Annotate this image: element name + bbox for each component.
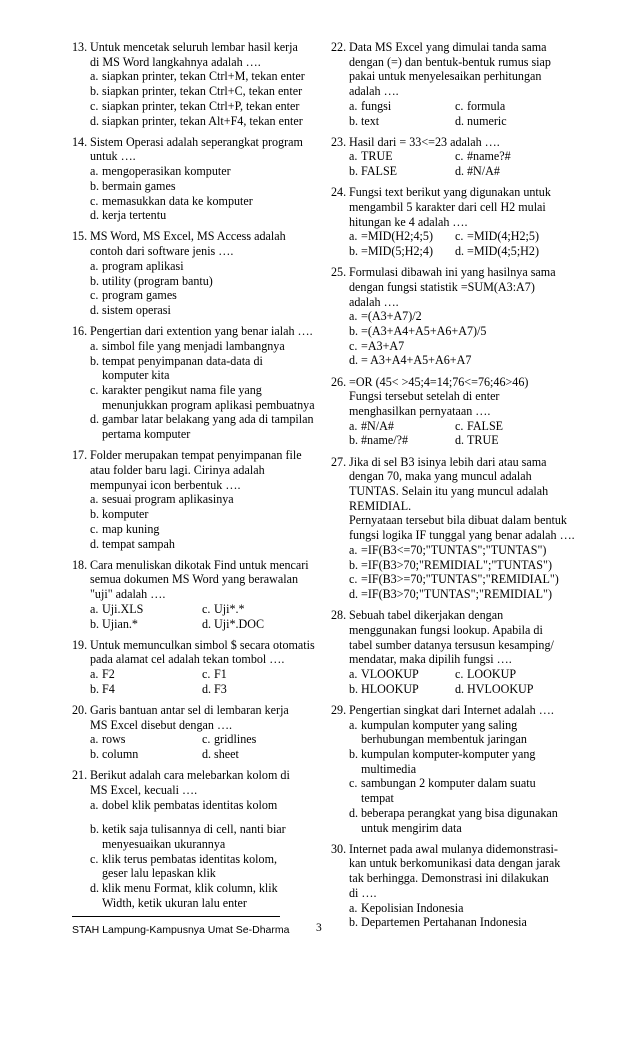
- answer-option-row: [72, 617, 327, 632]
- option-letter: d.: [90, 113, 100, 128]
- option-letter: b.: [349, 557, 359, 572]
- option-letter: c.: [202, 601, 211, 616]
- question-item: [331, 608, 597, 696]
- option-text: utility (program bantu): [102, 273, 213, 288]
- answer-option-row: [72, 667, 327, 682]
- answer-option-row: [331, 99, 597, 114]
- option-text: TRUE: [361, 149, 393, 164]
- option-text: text: [361, 113, 380, 128]
- option-letter: b.: [90, 84, 100, 99]
- question-text: Internet pada awal mulanya didemonstrasi- kan untuk berkomunikasi data dengan jarak tak berhingga. Demonstrasi ini dilakukan di ….: [349, 841, 561, 900]
- option-text: formula: [467, 98, 506, 113]
- answer-option: [72, 194, 327, 209]
- answer-option: [72, 522, 327, 537]
- option-letter: d.: [202, 681, 212, 696]
- option-text: =MID(4;5;H2): [467, 244, 539, 259]
- option-letter: a.: [349, 717, 358, 732]
- answer-option: [331, 572, 597, 587]
- option-letter: d.: [90, 536, 100, 551]
- question-number: 17.: [72, 448, 88, 463]
- question-stem: [72, 324, 327, 339]
- question-stem: [72, 135, 327, 164]
- option-letter: b.: [90, 178, 100, 193]
- option-letter: d.: [90, 412, 100, 427]
- option-text: FALSE: [361, 164, 398, 179]
- question-item: [72, 135, 327, 223]
- question-item: [72, 703, 327, 762]
- option-letter: a.: [349, 542, 358, 557]
- question-text: Pengertian dari extention yang benar ialah ….: [90, 324, 313, 339]
- option-text: karakter pengikut nama file yang menunjukkan program aplikasi pembuatnya: [102, 382, 315, 412]
- option-text: HVLOOKUP: [467, 681, 534, 696]
- option-text: #N/A#: [467, 164, 500, 179]
- question-stem: [72, 558, 327, 602]
- option-text: =IF(B3>70;"REMIDIAL";"TUNTAS"): [361, 557, 552, 572]
- option-letter: d.: [202, 747, 212, 762]
- option-text: kumpulan komputer-komputer yang multimedia: [361, 746, 536, 776]
- option-letter: a.: [349, 98, 358, 113]
- answer-option: [331, 776, 597, 805]
- option-text: =MID(4;H2;5): [467, 229, 539, 244]
- option-letter: a.: [349, 229, 358, 244]
- question-number: 30.: [331, 841, 347, 856]
- option-text: siapkan printer, tekan Ctrl+C, tekan enter: [102, 84, 303, 99]
- option-text: F3: [214, 681, 227, 696]
- answer-option: [331, 806, 597, 835]
- option-text: kerja tertentu: [102, 208, 167, 223]
- answer-option-row: [72, 747, 327, 762]
- option-letter: b.: [349, 113, 359, 128]
- option-text: =A3+A7: [361, 338, 405, 353]
- option-text: klik menu Format, klik column, klik Width, ketik ukuran lalu enter: [102, 881, 278, 910]
- question-item: [331, 455, 597, 602]
- answer-option-row: [331, 667, 597, 682]
- question-stem: [331, 40, 597, 99]
- option-text: program aplikasi: [102, 258, 184, 273]
- option-letter: d.: [349, 805, 359, 820]
- option-text: F2: [102, 667, 115, 682]
- option-letter: c.: [202, 667, 211, 682]
- option-text: F1: [214, 667, 227, 682]
- answer-option: [72, 339, 327, 354]
- option-letter: d.: [90, 881, 100, 896]
- answer-option: [72, 69, 327, 84]
- option-text: komputer: [102, 507, 149, 522]
- option-text: ketik saja tulisannya di cell, nanti biar menyesuaikan ukurannya: [102, 822, 286, 852]
- answer-option: [331, 543, 597, 558]
- option-text: sheet: [214, 747, 239, 762]
- option-text: numeric: [467, 113, 507, 128]
- option-text: column: [102, 747, 139, 762]
- question-stem: [72, 40, 327, 69]
- question-text: Untuk mencetak seluruh lembar hasil kerja di MS Word langkahnya adalah ….: [90, 40, 298, 69]
- question-item: [72, 638, 327, 697]
- option-letter: c.: [90, 98, 99, 113]
- option-text: siapkan printer, tekan Ctrl+P, tekan enter: [102, 98, 300, 113]
- option-text: =(A3+A7)/2: [361, 309, 422, 324]
- answer-option: [72, 288, 327, 303]
- option-text: tempat sampah: [102, 536, 175, 551]
- option-letter: d.: [455, 164, 465, 179]
- option-text: Uji*.DOC: [214, 616, 265, 631]
- option-text: =IF(B3>=70;"TUNTAS";"REMIDIAL"): [361, 572, 559, 587]
- option-text: kumpulan komputer yang saling berhubungan membentuk jaringan: [361, 717, 527, 747]
- option-letter: c.: [349, 572, 358, 587]
- question-number: 21.: [72, 768, 88, 783]
- question-text: Fungsi text berikut yang digunakan untuk mengambil 5 karakter dari cell H2 mulai hitungan ke 4 adalah ….: [349, 185, 551, 229]
- question-item: [331, 375, 597, 448]
- question-text: Pengertian singkat dari Internet adalah ….: [349, 702, 554, 717]
- question-item: [72, 448, 327, 551]
- question-text: MS Word, MS Excel, MS Access adalah contoh dari software jenis ….: [90, 229, 286, 259]
- option-letter: a.: [349, 149, 358, 164]
- question-number: 28.: [331, 608, 347, 623]
- option-letter: b.: [90, 507, 100, 522]
- option-text: bermain games: [102, 178, 176, 193]
- question-text: Cara menuliskan dikotak Find untuk mencari semua dokumen MS Word yang berawalan "uji" adalah ….: [90, 557, 309, 602]
- option-text: =(A3+A4+A5+A6+A7)/5: [361, 324, 487, 339]
- question-text: =OR (45< >45;4=14;76<=76;46>46) Fungsi tersebut setelah di enter menghasilkan pernyataan ….: [349, 374, 529, 419]
- question-stem: [331, 135, 597, 150]
- answer-option-row: [331, 149, 597, 164]
- question-number: 22.: [331, 40, 347, 54]
- question-number: 29.: [331, 702, 347, 717]
- answer-option: [72, 822, 327, 851]
- question-stem: [331, 185, 597, 229]
- question-text: Untuk memunculkan simbol $ secara otomatis pada alamat cel adalah tekan tombol ….: [90, 637, 315, 667]
- left-column: [72, 40, 327, 917]
- option-letter: a.: [90, 164, 99, 179]
- question-stem: [331, 455, 597, 543]
- option-text: #name?#: [467, 149, 511, 164]
- option-letter: c.: [455, 229, 464, 244]
- option-text: siapkan printer, tekan Ctrl+M, tekan enter: [102, 69, 305, 84]
- answer-option: [72, 881, 327, 910]
- option-text: Uji.XLS: [102, 601, 144, 616]
- option-text: = A3+A4+A5+A6+A7: [361, 353, 472, 368]
- question-number: 20.: [72, 702, 88, 717]
- option-letter: b.: [349, 915, 359, 930]
- answer-option-row: [72, 732, 327, 747]
- option-text: map kuning: [102, 521, 160, 536]
- footer-divider: [72, 916, 280, 917]
- question-item: [72, 768, 327, 910]
- option-letter: a.: [349, 667, 358, 681]
- option-letter: d.: [455, 681, 465, 696]
- question-number: 15.: [72, 229, 88, 244]
- option-letter: c.: [455, 149, 464, 164]
- answer-option: [72, 179, 327, 194]
- answer-option: [331, 587, 597, 602]
- question-item: [331, 185, 597, 258]
- option-letter: d.: [455, 113, 465, 128]
- option-text: TRUE: [467, 433, 499, 448]
- answer-option: [331, 353, 597, 368]
- page-number: 3: [316, 922, 322, 934]
- option-text: =MID(5;H2;4): [361, 244, 433, 259]
- answer-option: [72, 354, 327, 383]
- option-letter: b.: [90, 681, 100, 696]
- answer-option-row: [331, 682, 597, 697]
- answer-option: [72, 114, 327, 129]
- question-item: [331, 135, 597, 179]
- option-letter: a.: [90, 69, 99, 84]
- question-number: 13.: [72, 40, 88, 54]
- option-text: mengoperasikan komputer: [102, 164, 231, 179]
- question-stem: [331, 608, 597, 667]
- option-letter: d.: [349, 353, 359, 368]
- option-letter: b.: [349, 244, 359, 259]
- question-stem: [72, 768, 327, 797]
- option-text: #name/?#: [361, 433, 409, 448]
- question-stem: [331, 265, 597, 309]
- question-stem: [72, 638, 327, 667]
- answer-option-row: [331, 244, 597, 259]
- option-text: beberapa perangkat yang bisa digunakan untuk mengirim data: [361, 805, 558, 835]
- option-letter: d.: [455, 244, 465, 259]
- option-text: =IF(B3<=70;"TUNTAS";"TUNTAS"): [361, 542, 547, 557]
- question-text: Berikut adalah cara melebarkan kolom di MS Excel, kecuali ….: [90, 768, 290, 797]
- option-text: Kepolisian Indonesia: [361, 900, 464, 915]
- question-item: [72, 229, 327, 317]
- option-spacer: [72, 812, 327, 822]
- question-text: Formulasi dibawah ini yang hasilnya sama dengan fungsi statistik =SUM(A3:A7) adalah ….: [349, 265, 556, 309]
- option-text: rows: [102, 732, 126, 747]
- option-text: F4: [102, 681, 115, 696]
- question-text: Data MS Excel yang dimulai tanda sama dengan (=) dan bentuk-bentuk rumus siap pakai untuk menyelesaikan perhitungan adalah ….: [349, 40, 551, 99]
- question-item: [72, 40, 327, 128]
- question-item: [72, 558, 327, 631]
- option-letter: b.: [349, 164, 359, 179]
- option-letter: b.: [349, 433, 359, 448]
- question-stem: [331, 703, 597, 718]
- option-letter: c.: [90, 851, 99, 866]
- question-number: 19.: [72, 637, 88, 652]
- option-letter: a.: [90, 667, 99, 682]
- option-text: gridlines: [214, 732, 257, 747]
- option-text: sesuai program aplikasinya: [102, 492, 234, 507]
- option-letter: c.: [455, 667, 464, 681]
- option-text: Uji*.*: [214, 601, 245, 616]
- option-letter: a.: [90, 732, 99, 747]
- answer-option: [72, 507, 327, 522]
- answer-option: [331, 915, 597, 930]
- question-text: Hasil dari = 33<=23 adalah ….: [349, 134, 500, 149]
- option-text: gambar latar belakang yang ada di tampilan pertama komputer: [102, 412, 314, 442]
- answer-option: [331, 309, 597, 324]
- answer-option: [72, 259, 327, 274]
- option-letter: b.: [90, 822, 100, 837]
- option-text: LOOKUP: [467, 667, 517, 681]
- option-letter: a.: [349, 309, 358, 324]
- question-item: [72, 324, 327, 442]
- question-number: 14.: [72, 134, 88, 149]
- option-text: FALSE: [467, 418, 504, 433]
- option-letter: c.: [455, 98, 464, 113]
- option-text: Departemen Pertahanan Indonesia: [361, 915, 527, 930]
- option-letter: c.: [202, 732, 211, 747]
- option-letter: b.: [349, 746, 359, 761]
- option-text: HLOOKUP: [361, 681, 419, 696]
- option-text: sambungan 2 komputer dalam suatu tempat: [361, 776, 536, 806]
- option-text: tempat penyimpanan data-data di komputer kita: [102, 353, 263, 383]
- option-letter: a.: [90, 797, 99, 812]
- answer-option: [72, 412, 327, 441]
- question-item: [331, 265, 597, 368]
- option-text: fungsi: [361, 98, 392, 113]
- option-letter: c.: [90, 193, 99, 208]
- answer-option: [331, 339, 597, 354]
- option-text: =MID(H2;4;5): [361, 229, 433, 244]
- answer-option-row: [331, 164, 597, 179]
- footer-text: STAH Lampung-Kampusnya Umat Se-Dharma: [72, 924, 290, 936]
- option-letter: a.: [349, 900, 358, 915]
- answer-option: [331, 718, 597, 747]
- answer-option-row: [72, 602, 327, 617]
- answer-option-row: [331, 229, 597, 244]
- option-text: Ujian.*: [102, 616, 138, 631]
- question-text: Garis bantuan antar sel di lembaran kerja MS Excel disebut dengan ….: [90, 702, 289, 732]
- option-letter: a.: [90, 492, 99, 507]
- answer-option: [72, 492, 327, 507]
- option-text: sistem operasi: [102, 302, 171, 317]
- option-letter: c.: [349, 338, 358, 353]
- answer-option: [72, 537, 327, 552]
- question-number: 27.: [331, 454, 347, 469]
- option-letter: c.: [90, 288, 99, 303]
- answer-option: [72, 274, 327, 289]
- option-letter: b.: [90, 353, 100, 368]
- option-text: simbol file yang menjadi lambangnya: [102, 338, 285, 353]
- question-stem: [72, 703, 327, 732]
- option-letter: d.: [349, 586, 359, 601]
- option-text: #N/A#: [361, 418, 394, 433]
- answer-option: [72, 84, 327, 99]
- question-number: 26.: [331, 374, 347, 389]
- answer-option: [72, 99, 327, 114]
- question-stem: [72, 448, 327, 492]
- option-letter: d.: [90, 208, 100, 223]
- answer-option-row: [331, 419, 597, 434]
- answer-option: [72, 208, 327, 223]
- question-number: 18.: [72, 557, 88, 572]
- option-letter: b.: [90, 616, 100, 631]
- option-text: VLOOKUP: [361, 667, 419, 681]
- answer-option: [331, 747, 597, 776]
- option-text: memasukkan data ke komputer: [102, 193, 253, 208]
- question-text: Sistem Operasi adalah seperangkat program untuk ….: [90, 134, 303, 164]
- question-number: 23.: [331, 134, 347, 149]
- answer-option: [72, 164, 327, 179]
- option-letter: d.: [90, 302, 100, 317]
- question-text: Jika di sel B3 isinya lebih dari atau sama dengan 70, maka yang muncul adalah TUNTAS. Selain itu yang muncul adalah REMIDIAL. Pernyataan tersebut bila dibuat dalam bentuk fungsi logika IF tunggal yang benar adalah ….: [349, 454, 575, 543]
- answer-option-row: [72, 682, 327, 697]
- option-letter: b.: [349, 681, 359, 696]
- answer-option: [331, 558, 597, 573]
- option-text: siapkan printer, tekan Alt+F4, tekan enter: [102, 113, 303, 128]
- question-item: [331, 842, 597, 930]
- question-item: [331, 703, 597, 835]
- answer-option: [72, 798, 327, 813]
- option-text: klik terus pembatas identitas kolom, geser lalu lepaskan klik: [102, 851, 277, 881]
- option-letter: c.: [349, 776, 358, 791]
- option-letter: a.: [90, 338, 99, 353]
- answer-option: [331, 324, 597, 339]
- option-letter: c.: [455, 418, 464, 433]
- question-number: 24.: [331, 185, 347, 200]
- option-letter: b.: [349, 324, 359, 339]
- question-text: Sebuah tabel dikerjakan dengan menggunakan fungsi lookup. Apabila di tabel sumber datanya tersusun kesamping/ mendatar, maka dipilih fungsi ….: [349, 608, 554, 667]
- question-item: [331, 40, 597, 128]
- question-number: 25.: [331, 265, 347, 280]
- question-stem: [331, 842, 597, 901]
- answer-option: [72, 383, 327, 412]
- option-letter: c.: [90, 382, 99, 397]
- answer-option: [331, 901, 597, 916]
- answer-option: [72, 852, 327, 881]
- option-text: program games: [102, 288, 177, 303]
- option-letter: b.: [90, 273, 100, 288]
- option-text: dobel klik pembatas identitas kolom: [102, 797, 278, 812]
- question-stem: [72, 229, 327, 258]
- question-stem: [331, 375, 597, 419]
- question-text: Folder merupakan tempat penyimpanan file atau folder baru lagi. Cirinya adalah mempunyai icon berbentuk ….: [90, 448, 302, 492]
- option-letter: b.: [90, 747, 100, 762]
- option-letter: a.: [349, 418, 358, 433]
- answer-option: [72, 303, 327, 318]
- option-letter: c.: [90, 521, 99, 536]
- option-letter: a.: [90, 601, 99, 616]
- answer-option-row: [331, 433, 597, 448]
- option-text: =IF(B3>70;"TUNTAS";"REMIDIAL"): [361, 586, 552, 601]
- answer-option-row: [331, 114, 597, 129]
- right-column: [331, 40, 597, 936]
- option-letter: d.: [455, 433, 465, 448]
- question-number: 16.: [72, 324, 88, 339]
- option-letter: d.: [202, 616, 212, 631]
- option-letter: a.: [90, 258, 99, 273]
